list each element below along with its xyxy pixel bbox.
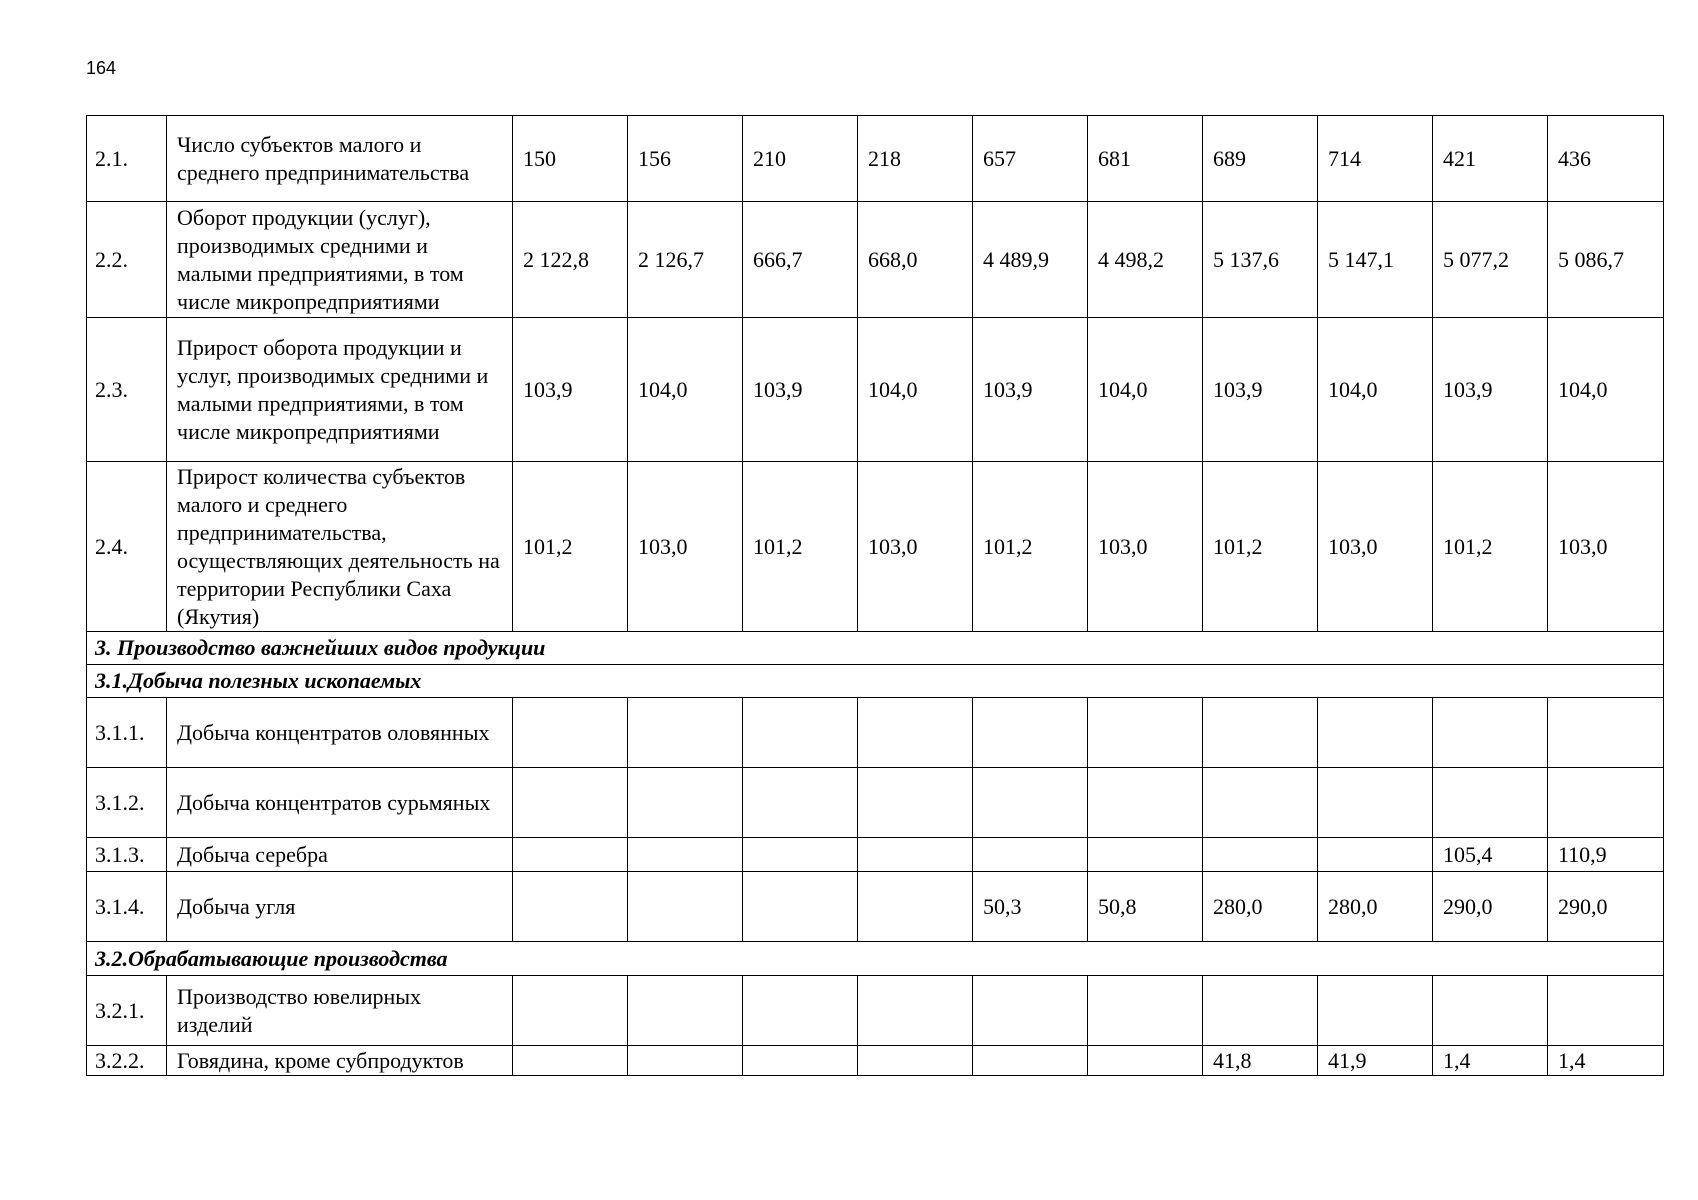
- value-cell: 421: [1433, 116, 1548, 202]
- table-row: [87, 202, 1664, 318]
- value-cell: [973, 768, 1088, 838]
- value-cell: [858, 698, 973, 768]
- section-header-row: [87, 665, 1664, 698]
- value-cell: 714: [1318, 116, 1433, 202]
- value-cell: 5 086,7: [1548, 202, 1664, 318]
- value-cell: [1548, 976, 1664, 1046]
- value-cell: [513, 872, 628, 942]
- value-cell: 101,2: [973, 462, 1088, 632]
- value-cell: [1088, 1046, 1203, 1076]
- value-cell: 50,3: [973, 872, 1088, 942]
- value-cell: [1433, 698, 1548, 768]
- value-cell: 4 498,2: [1088, 202, 1203, 318]
- value-cell: 101,2: [743, 462, 858, 632]
- row-label: Добыча концентратов сурьмяных: [167, 768, 513, 838]
- value-cell: 290,0: [1548, 872, 1664, 942]
- value-cell: 104,0: [1548, 318, 1664, 462]
- value-cell: [513, 698, 628, 768]
- value-cell: 5 147,1: [1318, 202, 1433, 318]
- value-cell: 101,2: [513, 462, 628, 632]
- value-cell: [973, 976, 1088, 1046]
- section-title: 3.2.Обрабатывающие производства: [87, 942, 1664, 976]
- value-cell: [973, 698, 1088, 768]
- value-cell: 41,8: [1203, 1046, 1318, 1076]
- value-cell: 290,0: [1433, 872, 1548, 942]
- value-cell: [973, 1046, 1088, 1076]
- table-row: [87, 768, 1664, 838]
- value-cell: 103,0: [1318, 462, 1433, 632]
- table-row: [87, 872, 1664, 942]
- table-row: [87, 318, 1664, 462]
- row-label: Добыча серебра: [167, 838, 513, 872]
- value-cell: 101,2: [1203, 462, 1318, 632]
- value-cell: [743, 768, 858, 838]
- value-cell: [973, 838, 1088, 872]
- row-code: 3.1.1.: [87, 698, 167, 768]
- value-cell: [858, 768, 973, 838]
- value-cell: [1318, 976, 1433, 1046]
- value-cell: 681: [1088, 116, 1203, 202]
- table-row: [87, 976, 1664, 1046]
- value-cell: [513, 838, 628, 872]
- value-cell: 5 077,2: [1433, 202, 1548, 318]
- value-cell: [858, 872, 973, 942]
- value-cell: [1548, 698, 1664, 768]
- value-cell: 436: [1548, 116, 1664, 202]
- value-cell: [1548, 768, 1664, 838]
- value-cell: [858, 838, 973, 872]
- value-cell: 4 489,9: [973, 202, 1088, 318]
- value-cell: 2 126,7: [628, 202, 743, 318]
- row-code: 3.2.1.: [87, 976, 167, 1046]
- row-code: 2.1.: [87, 116, 167, 202]
- value-cell: 103,9: [743, 318, 858, 462]
- value-cell: 103,0: [628, 462, 743, 632]
- value-cell: [513, 1046, 628, 1076]
- value-cell: 110,9: [1548, 838, 1664, 872]
- value-cell: [743, 698, 858, 768]
- value-cell: 657: [973, 116, 1088, 202]
- row-code: 3.1.3.: [87, 838, 167, 872]
- value-cell: [1433, 768, 1548, 838]
- row-label: Производство ювелирных изделий: [167, 976, 513, 1046]
- value-cell: [858, 1046, 973, 1076]
- value-cell: [1433, 976, 1548, 1046]
- table-row: [87, 698, 1664, 768]
- value-cell: 150: [513, 116, 628, 202]
- section-header-row: [87, 942, 1664, 976]
- value-cell: [628, 1046, 743, 1076]
- value-cell: [628, 872, 743, 942]
- value-cell: 103,0: [1088, 462, 1203, 632]
- section-title: 3.1.Добыча полезных ископаемых: [87, 665, 1664, 698]
- value-cell: 41,9: [1318, 1046, 1433, 1076]
- value-cell: [628, 976, 743, 1046]
- row-code: 3.1.4.: [87, 872, 167, 942]
- value-cell: 103,9: [973, 318, 1088, 462]
- value-cell: [1088, 698, 1203, 768]
- value-cell: 689: [1203, 116, 1318, 202]
- table-row: [87, 462, 1664, 632]
- value-cell: 104,0: [858, 318, 973, 462]
- value-cell: 101,2: [1433, 462, 1548, 632]
- value-cell: 1,4: [1433, 1046, 1548, 1076]
- value-cell: [1318, 768, 1433, 838]
- value-cell: 218: [858, 116, 973, 202]
- value-cell: [1318, 698, 1433, 768]
- value-cell: [743, 976, 858, 1046]
- value-cell: 104,0: [628, 318, 743, 462]
- value-cell: 1,4: [1548, 1046, 1664, 1076]
- row-label: Прирост количества субъектов малого и среднего предпринимательства, осуществляющих деятельность на территории Республики Саха (Якутия): [167, 462, 513, 632]
- value-cell: 668,0: [858, 202, 973, 318]
- value-cell: 103,9: [1433, 318, 1548, 462]
- indicators-table: [86, 115, 1664, 1076]
- value-cell: [743, 1046, 858, 1076]
- table-body: [87, 116, 1664, 1076]
- value-cell: [1203, 768, 1318, 838]
- row-label: Прирост оборота продукции и услуг, производимых средними и малыми предприятиями, в том числе микропредприятиями: [167, 318, 513, 462]
- value-cell: [513, 976, 628, 1046]
- row-code: 2.4.: [87, 462, 167, 632]
- value-cell: [1088, 838, 1203, 872]
- value-cell: [858, 976, 973, 1046]
- row-label: Добыча концентратов оловянных: [167, 698, 513, 768]
- table-row: [87, 1046, 1664, 1076]
- row-label: Оборот продукции (услуг), производимых средними и малыми предприятиями, в том числе микропредприятиями: [167, 202, 513, 318]
- table-row: [87, 838, 1664, 872]
- value-cell: 103,0: [858, 462, 973, 632]
- value-cell: 103,0: [1548, 462, 1664, 632]
- value-cell: 156: [628, 116, 743, 202]
- value-cell: [1088, 768, 1203, 838]
- table-row: [87, 116, 1664, 202]
- row-label: Добыча угля: [167, 872, 513, 942]
- value-cell: 666,7: [743, 202, 858, 318]
- row-code: 2.2.: [87, 202, 167, 318]
- value-cell: 2 122,8: [513, 202, 628, 318]
- value-cell: [1318, 838, 1433, 872]
- value-cell: [743, 838, 858, 872]
- value-cell: [1203, 838, 1318, 872]
- row-label: Говядина, кроме субпродуктов: [167, 1046, 513, 1076]
- row-code: 3.2.2.: [87, 1046, 167, 1076]
- row-code: 2.3.: [87, 318, 167, 462]
- value-cell: 210: [743, 116, 858, 202]
- value-cell: 280,0: [1318, 872, 1433, 942]
- value-cell: 105,4: [1433, 838, 1548, 872]
- value-cell: 280,0: [1203, 872, 1318, 942]
- row-label: Число субъектов малого и среднего предпринимательства: [167, 116, 513, 202]
- value-cell: 5 137,6: [1203, 202, 1318, 318]
- value-cell: [628, 698, 743, 768]
- value-cell: [1203, 698, 1318, 768]
- section-header-row: [87, 632, 1664, 665]
- value-cell: [628, 838, 743, 872]
- value-cell: 104,0: [1318, 318, 1433, 462]
- value-cell: 104,0: [1088, 318, 1203, 462]
- value-cell: 50,8: [1088, 872, 1203, 942]
- row-code: 3.1.2.: [87, 768, 167, 838]
- value-cell: [1203, 976, 1318, 1046]
- value-cell: [743, 872, 858, 942]
- value-cell: [1088, 976, 1203, 1046]
- value-cell: 103,9: [1203, 318, 1318, 462]
- value-cell: [628, 768, 743, 838]
- value-cell: 103,9: [513, 318, 628, 462]
- section-title: 3. Производство важнейших видов продукции: [87, 632, 1664, 665]
- page-number: 164: [86, 58, 117, 78]
- value-cell: [513, 768, 628, 838]
